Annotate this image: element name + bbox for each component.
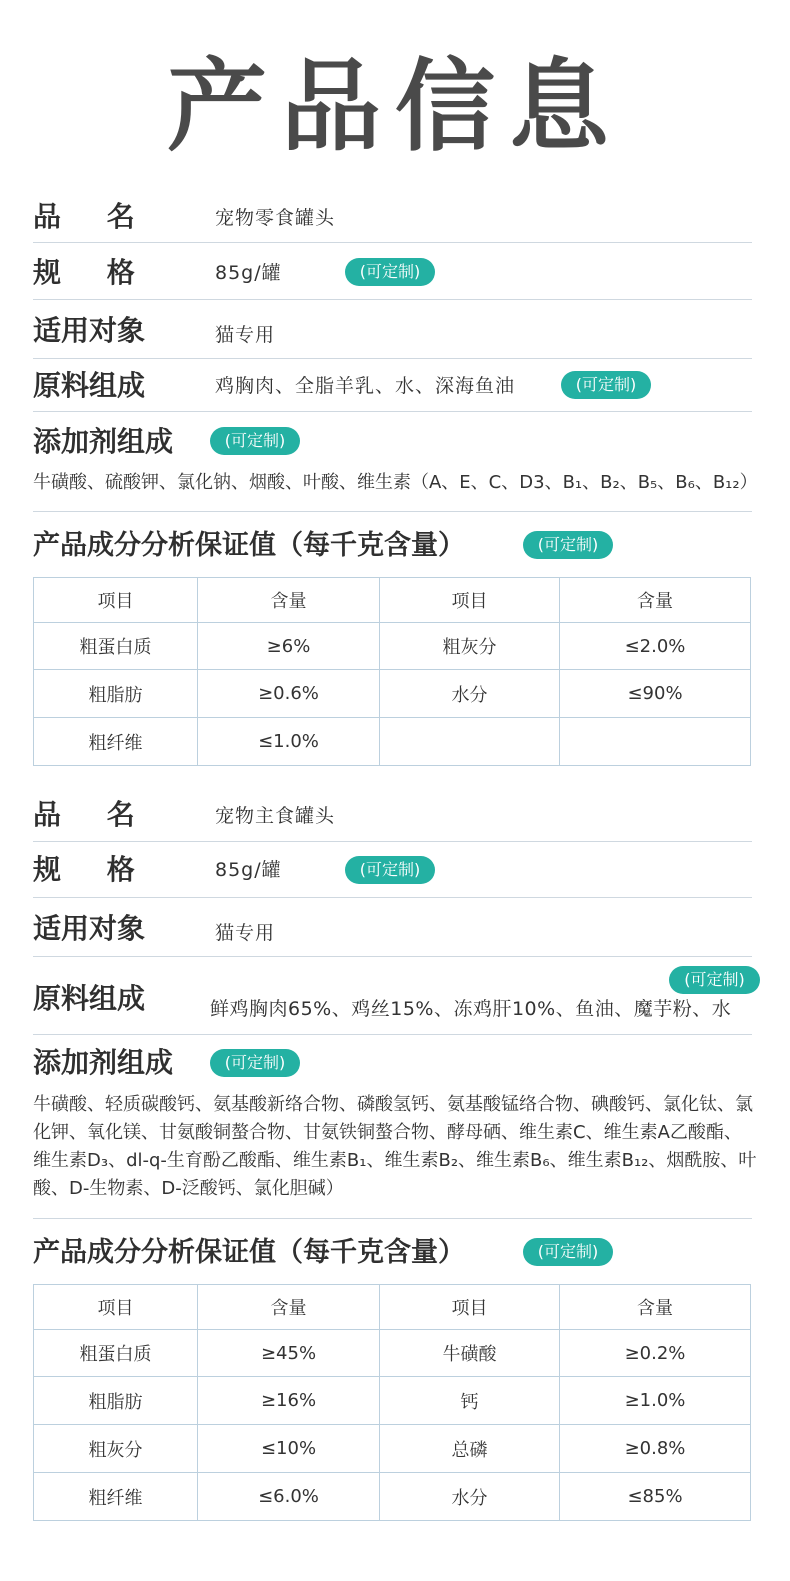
table-cell: 水分 bbox=[380, 670, 560, 718]
table-header: 项目 bbox=[34, 1285, 198, 1330]
table-header: 项目 bbox=[380, 1285, 560, 1330]
customizable-badge: (可定制) bbox=[210, 427, 300, 455]
table-row bbox=[34, 1425, 751, 1473]
table-cell: 粗蛋白质 bbox=[34, 623, 198, 670]
name-value-2: 宠物主食罐头 bbox=[215, 805, 336, 827]
divider bbox=[33, 511, 752, 512]
divider bbox=[33, 1034, 752, 1035]
table-header-row bbox=[34, 1285, 751, 1330]
spec-value-1: 85g/罐 bbox=[215, 262, 282, 284]
customizable-badge: (可定制) bbox=[210, 1049, 300, 1077]
divider bbox=[33, 841, 752, 842]
table-cell: 水分 bbox=[380, 1473, 560, 1521]
ingredients-label-2: 原料组成 bbox=[33, 982, 146, 1015]
table-cell: ≥0.2% bbox=[560, 1330, 751, 1377]
table-header: 含量 bbox=[198, 1285, 380, 1330]
table-cell: ≥6% bbox=[198, 623, 380, 670]
customizable-badge: (可定制) bbox=[523, 531, 613, 559]
table-cell bbox=[380, 718, 560, 766]
table-cell: 粗蛋白质 bbox=[34, 1330, 198, 1377]
table-cell: ≤2.0% bbox=[560, 623, 751, 670]
analysis-title-1: 产品成分分析保证值（每千克含量） bbox=[33, 530, 465, 561]
table-row bbox=[34, 718, 751, 766]
customizable-badge: (可定制) bbox=[669, 966, 760, 994]
table-header: 含量 bbox=[560, 578, 751, 623]
divider bbox=[33, 299, 752, 300]
spec-label-2: 规 格 bbox=[33, 853, 153, 886]
table-header-row bbox=[34, 578, 751, 623]
analysis-title-2: 产品成分分析保证值（每千克含量） bbox=[33, 1237, 465, 1268]
customizable-badge: (可定制) bbox=[345, 258, 435, 286]
table-cell: 粗纤维 bbox=[34, 718, 198, 766]
additives-label-1: 添加剂组成 bbox=[33, 425, 174, 458]
table-cell: 粗纤维 bbox=[34, 1473, 198, 1521]
additives-label-2: 添加剂组成 bbox=[33, 1046, 174, 1079]
table-row bbox=[34, 670, 751, 718]
table-cell: 粗灰分 bbox=[34, 1425, 198, 1473]
table-cell: ≤6.0% bbox=[198, 1473, 380, 1521]
table-cell bbox=[560, 718, 751, 766]
target-label-1: 适用对象 bbox=[33, 314, 146, 347]
table-cell: ≥0.8% bbox=[560, 1425, 751, 1473]
table-row bbox=[34, 623, 751, 670]
name-label-2: 品 名 bbox=[33, 798, 153, 831]
name-label-1: 品 名 bbox=[33, 200, 153, 233]
table-row bbox=[34, 1377, 751, 1425]
target-value-1: 猫专用 bbox=[215, 324, 276, 346]
analysis-table-2 bbox=[33, 1284, 751, 1521]
table-cell: ≤1.0% bbox=[198, 718, 380, 766]
table-cell: 粗脂肪 bbox=[34, 670, 198, 718]
spec-label-1: 规 格 bbox=[33, 256, 153, 289]
divider bbox=[33, 411, 752, 412]
table-cell: ≥45% bbox=[198, 1330, 380, 1377]
table-cell: 总磷 bbox=[380, 1425, 560, 1473]
divider bbox=[33, 1218, 752, 1219]
table-cell: ≤10% bbox=[198, 1425, 380, 1473]
table-cell: ≥0.6% bbox=[198, 670, 380, 718]
analysis-table-1 bbox=[33, 577, 751, 766]
page-title: 产品信息 bbox=[167, 48, 623, 165]
table-cell: ≥16% bbox=[198, 1377, 380, 1425]
table-header: 项目 bbox=[380, 578, 560, 623]
spec-value-2: 85g/罐 bbox=[215, 859, 282, 881]
target-value-2: 猫专用 bbox=[215, 922, 276, 944]
table-cell: ≤85% bbox=[560, 1473, 751, 1521]
table-cell: 钙 bbox=[380, 1377, 560, 1425]
table-row bbox=[34, 1473, 751, 1521]
divider bbox=[33, 956, 752, 957]
table-header: 项目 bbox=[34, 578, 198, 623]
target-label-2: 适用对象 bbox=[33, 912, 146, 945]
table-cell: 粗脂肪 bbox=[34, 1377, 198, 1425]
table-cell: ≤90% bbox=[560, 670, 751, 718]
divider bbox=[33, 897, 752, 898]
table-row bbox=[34, 1330, 751, 1377]
table-cell: 粗灰分 bbox=[380, 623, 560, 670]
divider bbox=[33, 242, 752, 243]
table-header: 含量 bbox=[560, 1285, 751, 1330]
additives-value-1: 牛磺酸、硫酸钾、氯化钠、烟酸、叶酸、维生素（A、E、C、D3、B₁、B₂、B₅、B₆、B₁₂） bbox=[33, 472, 758, 493]
table-cell: ≥1.0% bbox=[560, 1377, 751, 1425]
ingredients-label-1: 原料组成 bbox=[33, 369, 146, 402]
divider bbox=[33, 358, 752, 359]
ingredients-value-2: 鲜鸡胸肉65%、鸡丝15%、冻鸡肝10%、鱼油、魔芋粉、水 bbox=[210, 998, 732, 1020]
customizable-badge: (可定制) bbox=[345, 856, 435, 884]
customizable-badge: (可定制) bbox=[523, 1238, 613, 1266]
additives-value-2: 牛磺酸、轻质碳酸钙、氨基酸新络合物、磷酸氢钙、氨基酸锰络合物、碘酸钙、氯化钛、氯化钾、氧化镁、甘氨酸铜螯合物、甘氨铁铜螯合物、酵母硒、维生素C、维生素A乙酸酯、维生素D₃、dl-q-生育酚乙酸酯、维生素B₁、维生素B₂、维生素B₆、维生素B₁₂、烟酰胺、叶酸、D-生物素、D-泛酸钙、氯化胆碱） bbox=[33, 1094, 757, 1199]
table-header: 含量 bbox=[198, 578, 380, 623]
customizable-badge: (可定制) bbox=[561, 371, 651, 399]
ingredients-value-1: 鸡胸肉、全脂羊乳、水、深海鱼油 bbox=[215, 375, 516, 397]
table-cell: 牛磺酸 bbox=[380, 1330, 560, 1377]
name-value-1: 宠物零食罐头 bbox=[215, 207, 336, 229]
